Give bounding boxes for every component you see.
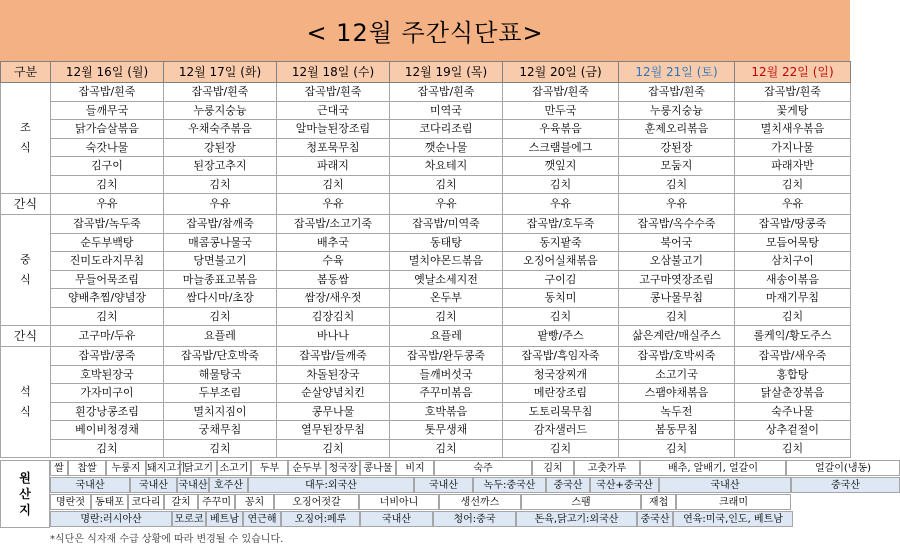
meal-label [1, 83, 51, 194]
meal-row [1, 365, 851, 384]
menu-cell: 강된장 [619, 138, 735, 157]
origin-cell: 명란젓 [50, 494, 91, 510]
menu-cell: 숙주나물 [735, 402, 851, 421]
menu-cell: 김구이 [51, 157, 164, 176]
origin-cell: 닭고기 [180, 460, 217, 476]
menu-cell: 쌈장/새우젓 [277, 289, 390, 308]
menu-cell: 들깨버섯국 [390, 365, 503, 384]
menu-cell: 청포묵무침 [277, 138, 390, 157]
menu-cell: 잡곡밥/흰죽 [735, 83, 851, 102]
menu-cell: 잡곡밥/소고기죽 [277, 215, 390, 234]
menu-cell: 궁채무침 [164, 421, 277, 440]
menu-cell: 잡곡밥/흰죽 [503, 83, 619, 102]
day-header: 12월 18일 (수) [277, 62, 390, 83]
menu-cell: 김치 [503, 439, 619, 458]
menu-cell: 우유 [619, 194, 735, 215]
meal-row [1, 175, 851, 194]
meal-label [1, 194, 51, 215]
menu-cell: 삼치구이 [735, 252, 851, 271]
menu-cell: 바나나 [277, 326, 390, 347]
menu-cell: 고구마/두유 [51, 326, 164, 347]
origin-cell: 연근해 [243, 511, 281, 527]
menu-cell: 모둠지 [619, 157, 735, 176]
menu-cell: 베이비청경채 [51, 421, 164, 440]
menu-cell: 마재기무침 [735, 289, 851, 308]
menu-cell: 김치 [277, 175, 390, 194]
menu-cell: 우유 [51, 194, 164, 215]
origin-label-text: 원 산 지 [19, 471, 31, 517]
menu-cell: 요플레 [164, 326, 277, 347]
menu-cell: 잡곡밥/녹두죽 [51, 215, 164, 234]
menu-cell: 숙갓나물 [51, 138, 164, 157]
menu-cell: 흰강낭콩조림 [51, 402, 164, 421]
origin-cell: 대두:외국산 [248, 477, 414, 493]
menu-cell: 멸치야몬드볶음 [390, 252, 503, 271]
origin-cell: 국내산 [177, 477, 209, 493]
origin-cell: 누룽지 [106, 460, 146, 476]
origin-label [0, 460, 50, 528]
origin-cell: 생선까스 [439, 494, 521, 510]
menu-cell: 잡곡밥/흰죽 [51, 83, 164, 102]
page-title: < 12월 주간식단표> [306, 19, 544, 47]
menu-cell: 우유 [390, 194, 503, 215]
menu-cell: 김치 [619, 307, 735, 326]
menu-cell: 진미도라지무침 [51, 252, 164, 271]
menu-cell: 상추겉절이 [735, 421, 851, 440]
menu-cell: 잡곡밥/흰죽 [164, 83, 277, 102]
meal-row [1, 439, 851, 458]
menu-cell: 두부조림 [164, 384, 277, 403]
origin-cell: 명란:러시아산 [50, 511, 172, 527]
origin-cell: 녹두:중국산 [473, 477, 546, 493]
menu-cell: 당면불고기 [164, 252, 277, 271]
menu-cell: 잡곡밥/옥수수죽 [619, 215, 735, 234]
menu-cell: 봄동쌈 [277, 270, 390, 289]
menu-cell: 잡곡밥/콩죽 [51, 347, 164, 366]
menu-cell: 파래자반 [735, 157, 851, 176]
origin-cell: 찹쌀 [68, 460, 106, 476]
origin-cell: 두부 [251, 460, 288, 476]
origin-cell: 주꾸미 [198, 494, 235, 510]
menu-cell: 꽃게탕 [735, 101, 851, 120]
footnote: *식단은 식자재 수급 상황에 따라 변경될 수 있습니다. [50, 534, 284, 545]
menu-cell: 누룽지숭늉 [619, 101, 735, 120]
menu-cell: 주꾸미볶음 [390, 384, 503, 403]
menu-cell: 우채숙주볶음 [164, 120, 277, 139]
origin-cell: 오징어:페루 [281, 511, 360, 527]
menu-cell: 오징어실채볶음 [503, 252, 619, 271]
menu-cell: 팥빵/주스 [503, 326, 619, 347]
menu-cell: 차요테지 [390, 157, 503, 176]
menu-cell: 우유 [735, 194, 851, 215]
menu-cell: 김치 [390, 439, 503, 458]
menu-cell: 근대국 [277, 101, 390, 120]
header-label: 구분 [1, 62, 51, 83]
menu-cell: 삶은계란/매실주스 [619, 326, 735, 347]
day-header: 12월 17일 (화) [164, 62, 277, 83]
menu-cell: 오삼불고기 [619, 252, 735, 271]
menu-cell: 스크램블에그 [503, 138, 619, 157]
title-bar [0, 0, 850, 61]
menu-cell: 잡곡밥/호두죽 [503, 215, 619, 234]
meal-row [1, 157, 851, 176]
origin-cell: 청어:중국 [433, 511, 516, 527]
menu-cell: 차돌된장국 [277, 365, 390, 384]
snack-row [1, 326, 851, 347]
menu-cell: 봄동무침 [619, 421, 735, 440]
menu-cell: 들깨무국 [51, 101, 164, 120]
menu-cell: 김치 [164, 439, 277, 458]
origin-cell: 스팸 [521, 494, 641, 510]
origin-cell: 국산+중국산 [590, 477, 659, 493]
meal-label [1, 215, 51, 326]
menu-cell: 김치 [619, 175, 735, 194]
menu-cell: 잡곡밥/미역죽 [390, 215, 503, 234]
origin-cell: 국내산 [50, 477, 130, 493]
menu-cell: 멸치새우볶음 [735, 120, 851, 139]
origin-cell: 코다리 [128, 494, 164, 510]
meal-label-text: 석 식 [20, 385, 31, 418]
menu-cell: 김치 [164, 307, 277, 326]
origin-cell: 고춧가루 [574, 460, 640, 476]
day-header-sunday: 12월 22일 (일) [735, 62, 851, 83]
menu-cell: 잡곡밥/흰죽 [277, 83, 390, 102]
menu-cell: 김치 [503, 307, 619, 326]
menu-cell: 김치 [51, 175, 164, 194]
menu-cell: 우육볶음 [503, 120, 619, 139]
menu-cell: 메란장조림 [503, 384, 619, 403]
origin-cell: 꽁치 [235, 494, 274, 510]
menu-cell: 청국장찌개 [503, 365, 619, 384]
menu-cell: 동치미 [503, 289, 619, 308]
menu-cell: 새송이볶음 [735, 270, 851, 289]
menu-cell: 스팸야채볶음 [619, 384, 735, 403]
origin-cell: 동태포 [91, 494, 128, 510]
origin-cell: 콩나물 [360, 460, 396, 476]
menu-cell: 온두부 [390, 289, 503, 308]
menu-cell: 강된장 [164, 138, 277, 157]
menu-cell: 해물탕국 [164, 365, 277, 384]
meal-row [1, 270, 851, 289]
menu-cell: 요플레 [390, 326, 503, 347]
menu-cell: 우유 [277, 194, 390, 215]
meal-row [1, 307, 851, 326]
origin-cell: 재첩 [641, 494, 676, 510]
meal-row [1, 252, 851, 271]
meal-row [1, 421, 851, 440]
menu-cell: 콩나물무침 [619, 289, 735, 308]
menu-cell: 잡곡밥/호박씨죽 [619, 347, 735, 366]
menu-cell: 소고기국 [619, 365, 735, 384]
origin-cell: 국내산 [360, 511, 433, 527]
meal-label-text: 중 식 [20, 253, 31, 286]
origin-cell: 연육:미국,인도, 베트남 [673, 511, 793, 527]
menu-cell: 잡곡밥/흰죽 [619, 83, 735, 102]
meal-row [1, 233, 851, 252]
menu-cell: 우유 [164, 194, 277, 215]
origin-cell: 베트남 [206, 511, 243, 527]
menu-cell: 김치 [390, 307, 503, 326]
menu-cell: 잡곡밥/땅콩죽 [735, 215, 851, 234]
day-header: 12월 16일 (월) [51, 62, 164, 83]
menu-cell: 김치 [735, 175, 851, 194]
origin-cell: 청국장 [326, 460, 360, 476]
meal-label [1, 347, 51, 458]
menu-cell: 수육 [277, 252, 390, 271]
origin-cell: 얼갈이(냉동) [786, 460, 900, 476]
origin-cell: 비지 [396, 460, 434, 476]
menu-cell: 순살양념치킨 [277, 384, 390, 403]
menu-cell: 우유 [503, 194, 619, 215]
menu-cell: 순두부백탕 [51, 233, 164, 252]
meal-row [1, 402, 851, 421]
origin-cell: 소고기 [217, 460, 251, 476]
menu-cell: 김치 [619, 439, 735, 458]
menu-cell: 감자샐러드 [503, 421, 619, 440]
origin-cell: 숙주 [434, 460, 532, 476]
menu-cell: 배추국 [277, 233, 390, 252]
menu-cell: 잡곡밥/참깨죽 [164, 215, 277, 234]
menu-cell: 양배추찜/양념장 [51, 289, 164, 308]
meal-row [1, 83, 851, 102]
meal-row [1, 289, 851, 308]
origin-cell: 국내산 [414, 477, 473, 493]
meal-row [1, 120, 851, 139]
menu-cell: 김치 [735, 307, 851, 326]
menu-cell: 열무된장무침 [277, 421, 390, 440]
menu-cell: 매콤콩나물국 [164, 233, 277, 252]
menu-cell: 파래지 [277, 157, 390, 176]
menu-cell: 닭가슴살볶음 [51, 120, 164, 139]
menu-cell: 잡곡밥/흑임자죽 [503, 347, 619, 366]
menu-cell: 김장김치 [277, 307, 390, 326]
menu-cell: 호박된장국 [51, 365, 164, 384]
origin-cell: 너비아니 [359, 494, 439, 510]
menu-cell: 잡곡밥/완두콩죽 [390, 347, 503, 366]
header-row [1, 62, 851, 83]
origin-cell: 갈치 [164, 494, 198, 510]
menu-cell: 코다리조림 [390, 120, 503, 139]
meal-row [1, 138, 851, 157]
menu-cell: 잡곡밥/단호박죽 [164, 347, 277, 366]
menu-cell: 녹두전 [619, 402, 735, 421]
origin-cell: 배추, 알배기, 얼갈이 [640, 460, 786, 476]
menu-cell: 닭살춘장볶음 [735, 384, 851, 403]
menu-cell: 동태탕 [390, 233, 503, 252]
menu-cell: 알마늘된장조림 [277, 120, 390, 139]
origin-cell: 모로코 [172, 511, 206, 527]
origin-cell: 중국산 [637, 511, 673, 527]
menu-cell: 쌈다시마/초장 [164, 289, 277, 308]
menu-cell: 김치 [503, 175, 619, 194]
menu-cell: 잡곡밥/흰죽 [390, 83, 503, 102]
menu-cell: 된장고추지 [164, 157, 277, 176]
menu-cell: 김치 [164, 175, 277, 194]
day-header: 12월 19일 (목) [390, 62, 503, 83]
origin-cell: 순두부 [288, 460, 326, 476]
origin-cell: 호주산 [209, 477, 248, 493]
menu-cell: 미역국 [390, 101, 503, 120]
origin-cell: 국내산 [659, 477, 791, 493]
menu-cell: 김치 [390, 175, 503, 194]
day-header-saturday: 12월 21일 (토) [619, 62, 735, 83]
menu-cell: 마늘종표고볶음 [164, 270, 277, 289]
menu-cell: 깻잎지 [503, 157, 619, 176]
menu-cell: 옛날소세지전 [390, 270, 503, 289]
menu-cell: 동지팥죽 [503, 233, 619, 252]
menu-cell: 김치 [277, 439, 390, 458]
menu-cell: 멸치지짐이 [164, 402, 277, 421]
origin-cell: 크래미 [676, 494, 791, 510]
menu-cell: 가지나물 [735, 138, 851, 157]
meal-label [1, 326, 51, 347]
menu-cell: 롤케익/황도주스 [735, 326, 851, 347]
origin-cell: 오징어젓갈 [274, 494, 359, 510]
menu-cell: 호박볶음 [390, 402, 503, 421]
origin-cell: 돈육,닭고기:외국산 [516, 511, 637, 527]
meal-row [1, 101, 851, 120]
meal-label-text: 간식 [13, 329, 38, 343]
menu-cell: 가자미구이 [51, 384, 164, 403]
origin-cell: 김치 [532, 460, 574, 476]
menu-table [0, 61, 851, 458]
meal-row [1, 215, 851, 234]
menu-cell: 김치 [51, 439, 164, 458]
menu-cell: 잡곡밥/새우죽 [735, 347, 851, 366]
menu-cell: 도토리묵무침 [503, 402, 619, 421]
menu-cell: 콩무나물 [277, 402, 390, 421]
menu-cell: 김치 [735, 439, 851, 458]
day-header: 12월 20일 (금) [503, 62, 619, 83]
origin-cell: 국내산 [130, 477, 177, 493]
menu-cell: 톳무생채 [390, 421, 503, 440]
meal-row [1, 347, 851, 366]
origin-cell: 중국산 [791, 477, 900, 493]
menu-cell: 누룽지숭늉 [164, 101, 277, 120]
menu-cell: 무들어묵조림 [51, 270, 164, 289]
menu-cell: 잡곡밥/들깨죽 [277, 347, 390, 366]
meal-row [1, 384, 851, 403]
meal-label-text: 간식 [13, 197, 38, 211]
menu-cell: 훈제오리볶음 [619, 120, 735, 139]
menu-cell: 김치 [51, 307, 164, 326]
meal-label-text: 조 식 [20, 121, 31, 154]
menu-cell: 깻순나물 [390, 138, 503, 157]
menu-cell: 만두국 [503, 101, 619, 120]
menu-cell: 고구마엿장조림 [619, 270, 735, 289]
origin-cell: 중국산 [546, 477, 590, 493]
menu-cell: 모듬어묵탕 [735, 233, 851, 252]
menu-cell: 북어국 [619, 233, 735, 252]
origin-cell: 쌀 [50, 460, 68, 476]
menu-cell: 구이김 [503, 270, 619, 289]
menu-cell: 홍합탕 [735, 365, 851, 384]
origin-cell: 돼지고기 [146, 460, 180, 476]
snack-row [1, 194, 851, 215]
